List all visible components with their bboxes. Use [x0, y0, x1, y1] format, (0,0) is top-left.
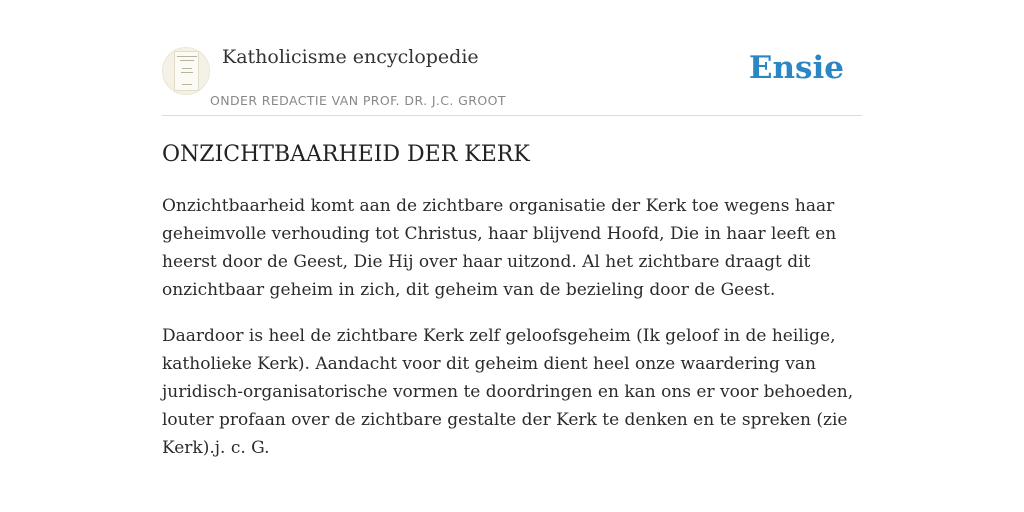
editor-credit: ONDER REDACTIE VAN PROF. DR. J.C. GROOT	[210, 93, 506, 108]
cover-publisher-line	[182, 84, 192, 85]
article	[162, 138, 862, 462]
cover-title-line	[177, 56, 197, 57]
article-title: ONZICHTBAARHEID DER KERK	[162, 142, 530, 167]
site-header	[162, 38, 862, 116]
cover-text-line	[181, 72, 193, 73]
article-paragraph: Daardoor is heel de zichtbare Kerk zelf geloofsgeheim (Ik geloof in de heilige, katholieke Kerk). Aandacht voor dit geheim dient heel onze waardering van juridisch-organisatorische vormen te doordringen en kan ons er voor behoeden, louter profaan over de zichtbare gestalte der Kerk te denken en te spreken (zie Kerk).j. c. G.	[162, 326, 854, 458]
ensie-logo-link[interactable]: Ensie	[748, 50, 844, 86]
encyclopedia-title[interactable]: Katholicisme encyclopedie	[222, 46, 479, 68]
book-cover-page	[174, 51, 199, 91]
cover-subtitle-line	[180, 60, 194, 61]
book-cover-thumbnail[interactable]	[162, 47, 210, 95]
cover-text-line	[182, 68, 192, 69]
article-paragraph: Onzichtbaarheid komt aan de zichtbare organisatie der Kerk toe wegens haar geheimvolle verhouding tot Christus, haar blijvend Hoofd, Die in haar leeft en heerst door de Geest, Die Hij over haar uitzond. Al het zichtbare draagt dit onzichtbaar geheim in zich, dit geheim van de bezieling door de Geest.	[162, 196, 837, 300]
